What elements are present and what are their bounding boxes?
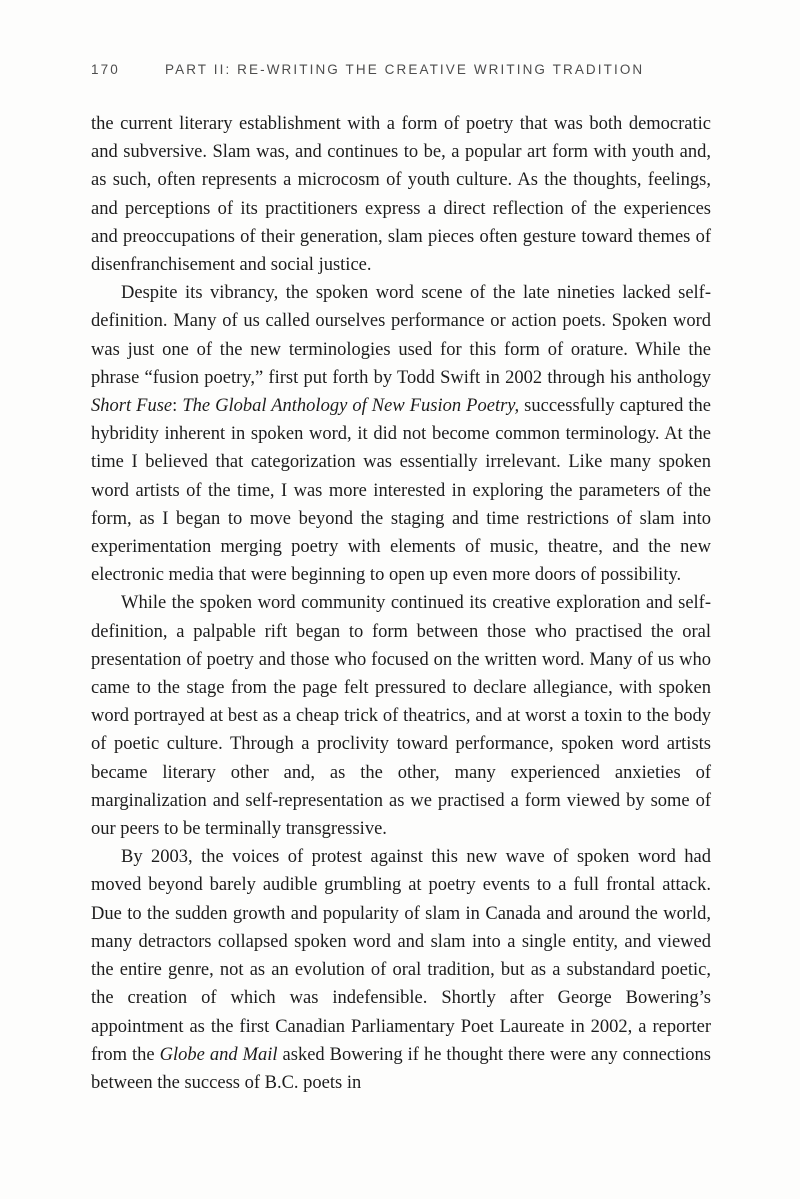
italic-text-run: Globe and Mail [159,1044,278,1065]
text-run: asked Bowering if he thought there were any connections between the success of B.C. poets in [91,1044,712,1093]
paragraph [91,279,711,589]
text-run: the current literary establishment with a form of poetry that was both democratic and subversive. Slam was, and continues to be, a popular art form with youth and, as such, often represents a microcosm of youth culture. As the thoughts, feelings, and perceptions of its practitioners express a direct reflection of the experiences and preoccupations of their generation, slam pieces often gesture toward themes of disenfranchisement and social justice. [91,114,711,276]
running-head: PART II: RE-WRITING THE CREATIVE WRITING TRADITION [165,62,645,77]
text-run: Despite its vibrancy, the spoken word scene of the late nineties lacked self-definition. Many of us called ourselves performance or action poets. Spoken word was just one of the new terminologies used for this form of orature. While the phrase “fusion poetry,” first put forth by Todd Swift in 2002 through his anthology [91,283,711,388]
text-run: : [172,396,183,417]
paragraph [91,110,711,279]
italic-text-run: The Global Anthology of New Fusion Poetry, [182,396,520,417]
text-run: successfully captured the hybridity inherent in spoken word, it did not become common terminology. At the time I believed that categorization was essentially irrelevant. Like many spoken word artists of the time, I was more interested in exploring the parameters of the form, as I began to move beyond the staging and time restrictions of slam into experimentation merging poetry with elements of music, theatre, and the new electronic media that were beginning to open up even more doors of possibility. [91,396,711,586]
running-header [91,62,712,77]
paragraph [91,589,711,843]
text-run: While the spoken word community continued its creative exploration and self-definition, a palpable rift began to form between those who practised the oral presentation of poetry and those who focused on the written word. Many of us who came to the stage from the page felt pressured to declare allegiance, with spoken word portrayed at best as a cheap trick of theatrics, and at worst a toxin to the body of poetic culture. Through a proclivity toward performance, spoken word artists became literary other and, as the other, many experienced anxieties of marginalization and self-representation as we practised a form viewed by some of our peers to be terminally transgressive. [91,593,711,840]
italic-text-run: Short Fuse [91,396,173,417]
paragraph [91,843,711,1097]
page-number: 170 [91,62,120,77]
body-text [91,110,711,1097]
text-run: By 2003, the voices of protest against this new wave of spoken word had moved beyond barely audible grumbling at poetry events to a full frontal attack. Due to the sudden growth and popularity of slam in Canada and around the world, many detractors collapsed spoken word and slam into a single entity, and viewed the entire genre, not as an evolution of oral tradition, but as a substandard poetic, the creation of which was indefensible. Shortly after George Bowering’s appointment as the first Canadian Parliamentary Poet Laureate in 2002, a reporter from the [91,847,711,1065]
